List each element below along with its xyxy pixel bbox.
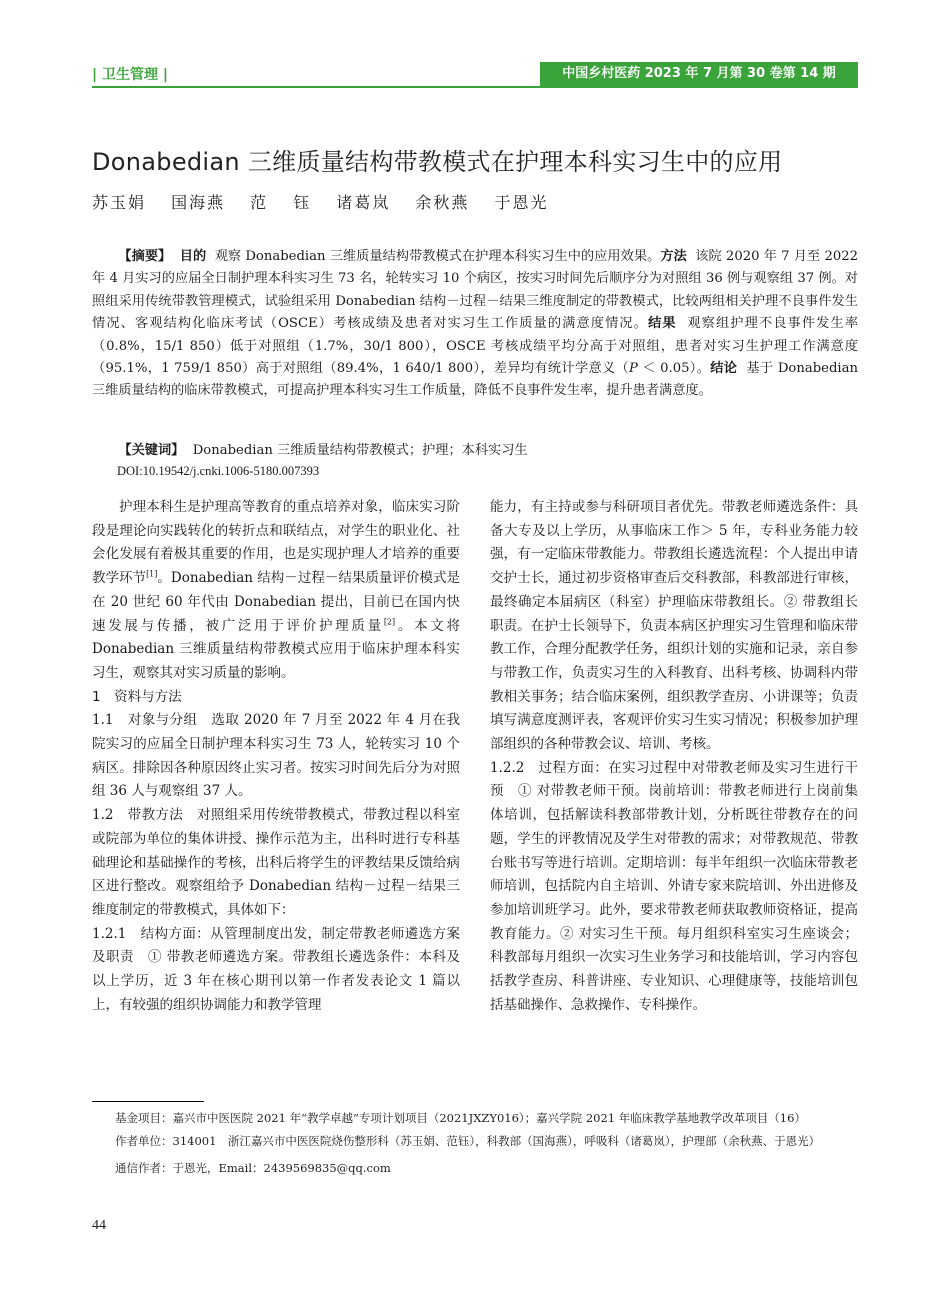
body-column-right xyxy=(490,496,858,1017)
subsection-1-2-1: 1.2.1 结构方面：从管理制度出发，制定带教老师遴选方案及职责 ① 带教老师遴选方案。带教组长遴选条件：本科及以上学历，近 3 年在核心期刊以第一作者发表论文 1 篇以上，有较强的组织协调能力和教学管理 xyxy=(92,925,460,1013)
footnotes xyxy=(92,1108,858,1179)
page-header xyxy=(92,62,858,86)
corresponding-author-note: 通信作者：于恩光，Email：2439569835@qq.com xyxy=(115,1161,391,1175)
methods-label: 方法 xyxy=(660,249,687,264)
conclusion-label: 结论 xyxy=(710,361,738,377)
subsection-1-2-2: 1.2.2 过程方面：在实习过程中对带教老师及实习生进行干预 ① 对带教老师干预。岗前培训：带教老师进行上岗前集体培训，包括解读科教部带教计划，分析既往带教存在的问题，学生的评教情况及学生对带教的需求；对带教规范、带教台账书写等进行培训。定期培训：每半年组织一次临床带教老师培训，包括院内自主培训、外请专家来院培训、外出进修及参加培训班学习。此外，要求带教老师获取教师资格证，提高教育能力。② 对实习生干预。每月组织科室实习生座谈会；科教部每月组织一次实习生业务学习和技能培训，学习内容包括教学查房、科普讲座、专业知识、心理健康等，技能培训包括基础操作、急救操作、专科操作。 xyxy=(490,759,858,1013)
doi: DOI:10.19542/j.cnki.1006-5180.007393 xyxy=(117,464,320,478)
intro-text-c: 。本文将 Donabedian 三维质量结构带教模式应用于临床护理本科实习生，观察其对实习质量的影响。 xyxy=(92,617,461,681)
abstract-label: 【摘要】 xyxy=(118,249,172,264)
results-label: 结果 xyxy=(648,316,677,332)
journal-banner: 中国乡村医药 2023 年 7 月第 30 卷第 14 期 xyxy=(540,62,858,86)
body-column-left xyxy=(92,496,460,1017)
funding-note: 基金项目：嘉兴市中医医院 2021 年“教学卓越”专项计划项目（2021JXZY016）；嘉兴学院 2021 年临床教学基地教学改革项目（16） xyxy=(115,1111,806,1125)
subsection-1-1: 1.1 对象与分组 选取 2020 年 7 月至 2022 年 4 月在我院实习的应届全日制护理本科实习生 73 人，轮转实习 10 个病区。排除因各种原因终止实习者。按实习时间先后分为对照组 36 人与观察组 37 人。 xyxy=(92,712,460,800)
methods-text: 该院 2020 年 7 月至 2022 年 4 月实习的应届全日制护理本科实习生 73 名，轮转实习 10 个病区，按实习时间先后顺序分为对照组 36 例与观察组 37 例。对照组采用传统带教管理模式，试验组采用 Donabedian 结构－过程－结果三维度制定的带教模式，比较两组相关护理不良事件发生情况、客观结构化临床考试（OSCE）考核成绩及患者对实习生工作质量的满意度情况。 xyxy=(92,249,859,332)
affiliation-note: 作者单位：314001 浙江嘉兴市中医医院烧伤整形科（苏玉娟、范钰），科教部（国海燕），呼吸科（诸葛岚），护理部（余秋燕、于恩光） xyxy=(115,1134,821,1148)
continued-paragraph: 能力，有主持或参与科研项目者优先。带教老师遴选条件：具备大专及以上学历，从事临床工作＞ 5 年，专科业务能力较强，有一定临床带教能力。带教组长遴选流程：个人提出申请交护士长，通过初步资格审查后交科教部，科教部进行审核，最终确定本届病区（科室）护理临床带教组长。② 带教组长职责。在护士长领导下，负责本病区护理实习生管理和临床带教工作，合理分配教学任务，组织计划的实施和记录，亲自参与带教工作，负责实习生的入科教育、出科考核、协调科内带教相关事务；结合临床案例，组织教学查房、小讲课等；负责填写满意度测评表，客观评价实习生实习情况；积极参加护理部组织的各种带教会议、培训、考核。 xyxy=(490,499,858,753)
section-heading: 1 资料与方法 xyxy=(92,688,182,705)
p-value-symbol: P xyxy=(629,361,638,377)
citation-2: [2] xyxy=(383,617,396,627)
results-text: 观察组护理不良事件发生率（0.8%，15/1 850）低于对照组（1.7%，30/1 800），OSCE 考核成绩平均分高于对照组，患者对实习生护理工作满意度（95.1%，1 759/1 850）高于对照组（89.4%，1 640/1 800），差异均有统计学意义（ xyxy=(92,316,859,377)
article-title: Donabedian 三维质量结构带教模式在护理本科实习生中的应用 xyxy=(92,148,783,176)
keywords-label: 【关键词】 xyxy=(118,443,185,458)
objective-text: 观察 Donabedian 三维质量结构带教模式在护理本科实习生中的应用效果。 xyxy=(214,249,661,264)
intro-text-a: 护理本科生是护理高等教育的重点培养对象，临床实习阶段是理论向实践转化的转折点和联结点，对学生的职业化、社会化发展有着极其重要的作用，也是实现护理人才培养的重要教学环节 xyxy=(92,499,460,587)
footnote-divider xyxy=(92,1101,204,1102)
intro-paragraph xyxy=(92,496,460,686)
keywords-text: Donabedian 三维质量结构带教模式；护理；本科实习生 xyxy=(192,443,528,458)
intro-text-b: 。Donabedian 结构－过程－结果质量评价模式是在 20 世纪 60 年代由 Donabedian 提出，目前已在国内快速发展与传播，被广泛用于评价护理质量 xyxy=(92,570,460,634)
subsection-1-2: 1.2 带教方法 对照组采用传统带教模式，带教过程以科室或院部为单位的集体讲授、操作示范为主，出科时进行专科基础理论和基础操作的考核，出科后将学生的评教结果反馈给病区进行整改。观察组给予 Donabedian 结构－过程－结果三维度制定的带教模式，具体如下： xyxy=(92,807,460,918)
keywords xyxy=(92,441,858,461)
section-tag: | 卫生管理 | xyxy=(92,67,168,83)
header-rule xyxy=(92,86,858,88)
objective-label: 目的 xyxy=(179,249,207,264)
abstract xyxy=(92,246,858,403)
author-list: 苏玉娟 国海燕 范 钰 诸葛岚 余秋燕 于恩光 xyxy=(92,193,549,212)
page-number: 44 xyxy=(92,1218,106,1233)
conclusion-text: 基于 Donabedian 三维质量结构的临床带教模式，可提高护理本科实习生工作质量，降低不良事件发生率，提升患者满意度。 xyxy=(92,361,858,399)
citation-1: [1] xyxy=(146,569,158,579)
results-text-end: ＜ 0.05）。 xyxy=(637,361,711,377)
